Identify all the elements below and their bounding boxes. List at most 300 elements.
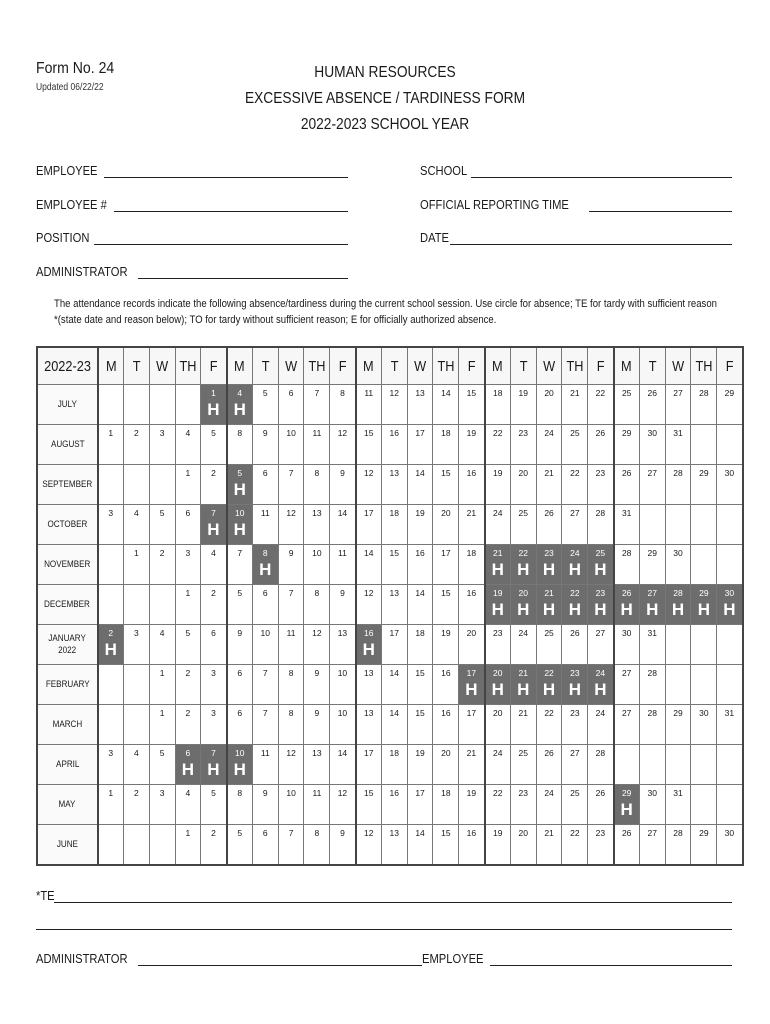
te-reason-field[interactable] [36,885,732,903]
empty-day-cell [98,385,124,425]
day-cell[interactable] [149,705,175,745]
month-label [37,785,98,825]
day-cell[interactable] [639,425,665,465]
day-cell[interactable] [510,425,536,465]
day-cell[interactable] [278,545,304,585]
day-cell[interactable] [510,705,536,745]
holiday-day-cell[interactable] [588,585,614,625]
day-cell[interactable] [278,665,304,705]
holiday-day-cell[interactable] [536,665,562,705]
holiday-day-cell[interactable] [201,505,227,545]
day-cell[interactable] [691,385,717,425]
day-number: 3 [185,548,191,558]
day-cell[interactable] [485,705,511,745]
day-cell[interactable] [536,625,562,665]
reporting-time-field[interactable] [420,194,732,212]
day-cell[interactable] [665,385,691,425]
day-cell[interactable] [562,705,588,745]
day-cell[interactable] [201,825,227,866]
weekday-header [639,347,665,385]
day-cell[interactable] [407,545,433,585]
day-cell[interactable] [459,385,485,425]
day-cell[interactable] [98,745,124,785]
day-cell[interactable] [227,545,253,585]
holiday-mark: H [671,600,685,619]
holiday-day-cell[interactable] [665,585,691,625]
day-cell[interactable] [510,505,536,545]
employee-field[interactable] [36,160,348,178]
day-cell[interactable] [201,425,227,465]
day-cell[interactable] [252,425,278,465]
day-number: 27 [621,668,632,678]
day-cell[interactable] [252,625,278,665]
day-cell[interactable] [304,465,330,505]
day-cell[interactable] [252,705,278,745]
holiday-day-cell[interactable] [562,665,588,705]
date-line[interactable] [450,230,732,245]
day-cell[interactable] [588,785,614,825]
day-cell[interactable] [278,585,304,625]
day-cell[interactable] [356,545,382,585]
day-cell[interactable] [639,705,665,745]
day-cell[interactable] [562,625,588,665]
day-cell[interactable] [123,545,149,585]
day-cell[interactable] [562,385,588,425]
day-cell[interactable] [510,625,536,665]
day-cell[interactable] [356,745,382,785]
day-cell[interactable] [304,745,330,785]
day-cell[interactable] [278,385,304,425]
day-cell[interactable] [639,665,665,705]
day-cell[interactable] [98,425,124,465]
day-cell[interactable] [201,705,227,745]
day-cell[interactable] [227,825,253,866]
day-cell[interactable] [201,665,227,705]
day-cell[interactable] [459,465,485,505]
holiday-day-cell[interactable] [201,385,227,425]
holiday-day-cell[interactable] [227,385,253,425]
holiday-day-cell[interactable] [614,585,640,625]
day-cell[interactable] [252,665,278,705]
day-cell[interactable] [304,545,330,585]
day-cell[interactable] [536,465,562,505]
employee-number-label: EMPLOYEE # [36,197,107,212]
holiday-day-cell[interactable] [227,465,253,505]
school-line[interactable] [471,163,732,178]
day-number: 14 [389,668,399,678]
day-cell[interactable] [304,625,330,665]
day-cell[interactable] [510,825,536,866]
employee-number-field[interactable] [36,194,348,212]
day-cell[interactable] [278,825,304,866]
day-cell[interactable] [510,385,536,425]
day-cell[interactable] [304,665,330,705]
day-cell[interactable] [304,425,330,465]
day-cell[interactable] [639,825,665,866]
day-cell[interactable] [614,625,640,665]
day-cell[interactable] [459,585,485,625]
te-continuation-line[interactable] [36,929,732,930]
day-cell[interactable] [459,625,485,665]
day-cell[interactable] [614,505,640,545]
day-cell[interactable] [381,625,407,665]
administrator-line[interactable] [138,264,348,279]
day-cell[interactable] [278,705,304,745]
day-cell[interactable] [639,785,665,825]
day-cell[interactable] [536,785,562,825]
day-cell[interactable] [330,665,356,705]
day-cell[interactable] [149,745,175,785]
day-cell[interactable] [381,585,407,625]
day-cell[interactable] [407,625,433,665]
day-cell[interactable] [433,625,459,665]
day-cell[interactable] [407,825,433,866]
day-cell[interactable] [485,785,511,825]
day-cell[interactable] [175,425,201,465]
day-cell[interactable] [407,385,433,425]
day-cell[interactable] [356,585,382,625]
day-cell[interactable] [356,505,382,545]
day-cell[interactable] [433,505,459,545]
day-cell[interactable] [614,665,640,705]
day-cell[interactable] [459,785,485,825]
empty-day-cell [123,465,149,505]
day-cell[interactable] [536,385,562,425]
day-cell[interactable] [201,785,227,825]
day-cell[interactable] [510,745,536,785]
position-field[interactable] [36,227,348,245]
day-cell[interactable] [227,705,253,745]
holiday-day-cell[interactable] [510,545,536,585]
day-cell[interactable] [562,825,588,866]
day-cell[interactable] [149,545,175,585]
day-cell[interactable] [149,785,175,825]
day-number: 21 [544,468,554,478]
day-cell[interactable] [330,545,356,585]
day-cell[interactable] [304,785,330,825]
day-cell[interactable] [407,585,433,625]
day-cell[interactable] [201,585,227,625]
day-cell[interactable] [252,385,278,425]
day-cell[interactable] [562,505,588,545]
holiday-day-cell[interactable] [201,745,227,785]
day-cell[interactable] [252,825,278,866]
day-cell[interactable] [536,705,562,745]
day-cell[interactable] [123,425,149,465]
day-cell[interactable] [330,585,356,625]
weekday-label: T [132,357,141,375]
day-cell[interactable] [304,585,330,625]
day-cell[interactable] [175,825,201,866]
day-cell[interactable] [536,825,562,866]
day-cell[interactable] [459,705,485,745]
day-cell[interactable] [356,425,382,465]
day-cell[interactable] [665,825,691,866]
day-cell[interactable] [330,425,356,465]
day-cell[interactable] [536,425,562,465]
day-cell[interactable] [330,625,356,665]
day-cell[interactable] [459,425,485,465]
day-number: 1 [133,548,139,558]
day-cell[interactable] [175,665,201,705]
employee-number-line[interactable] [114,197,348,212]
reporting-time-line[interactable] [589,197,732,212]
day-cell[interactable] [227,785,253,825]
day-cell[interactable] [639,385,665,425]
day-cell[interactable] [175,465,201,505]
employee-signature-field[interactable] [422,948,732,966]
holiday-day-cell[interactable] [717,585,743,625]
day-cell[interactable] [356,785,382,825]
day-cell[interactable] [588,745,614,785]
day-number: 27 [570,508,580,518]
day-cell[interactable] [330,505,356,545]
day-cell[interactable] [175,505,201,545]
day-cell[interactable] [614,825,640,866]
holiday-day-cell[interactable] [562,545,588,585]
day-cell[interactable] [201,465,227,505]
day-cell[interactable] [691,705,717,745]
holiday-day-cell[interactable] [588,665,614,705]
day-cell[interactable] [485,505,511,545]
day-cell[interactable] [407,505,433,545]
day-cell[interactable] [252,465,278,505]
day-cell[interactable] [123,745,149,785]
day-cell[interactable] [330,385,356,425]
day-cell[interactable] [98,505,124,545]
day-cell[interactable] [381,545,407,585]
holiday-day-cell[interactable] [562,585,588,625]
day-cell[interactable] [227,585,253,625]
day-number: 19 [492,588,503,598]
administrator-signature-line[interactable] [138,951,422,966]
holiday-day-cell[interactable] [459,665,485,705]
day-cell[interactable] [665,545,691,585]
day-cell[interactable] [536,505,562,545]
day-cell[interactable] [381,785,407,825]
day-cell[interactable] [356,665,382,705]
day-cell[interactable] [381,665,407,705]
day-cell[interactable] [278,625,304,665]
day-cell[interactable] [278,425,304,465]
day-cell[interactable] [381,425,407,465]
day-cell[interactable] [485,385,511,425]
day-cell[interactable] [614,545,640,585]
day-cell[interactable] [485,625,511,665]
day-cell[interactable] [588,705,614,745]
day-cell[interactable] [433,425,459,465]
day-cell[interactable] [485,825,511,866]
day-cell[interactable] [381,705,407,745]
holiday-day-cell[interactable] [639,585,665,625]
day-cell[interactable] [381,825,407,866]
day-cell[interactable] [381,385,407,425]
day-cell[interactable] [227,425,253,465]
holiday-day-cell[interactable] [536,545,562,585]
day-cell[interactable] [252,505,278,545]
day-cell[interactable] [614,425,640,465]
day-cell[interactable] [459,545,485,585]
day-cell[interactable] [201,625,227,665]
holiday-day-cell[interactable] [252,545,278,585]
day-cell[interactable] [717,705,743,745]
administrator-signature-field[interactable] [36,948,422,966]
day-cell[interactable] [278,465,304,505]
day-cell[interactable] [123,505,149,545]
day-cell[interactable] [562,465,588,505]
administrator-field[interactable] [36,261,348,279]
day-cell[interactable] [252,585,278,625]
day-cell[interactable] [665,465,691,505]
day-number: 22 [518,548,528,558]
day-cell[interactable] [433,665,459,705]
day-cell[interactable] [459,825,485,866]
day-cell[interactable] [252,785,278,825]
position-line[interactable] [94,230,348,245]
day-cell[interactable] [717,385,743,425]
day-cell[interactable] [149,425,175,465]
day-cell[interactable] [433,465,459,505]
day-cell[interactable] [588,425,614,465]
holiday-day-cell[interactable] [485,545,511,585]
holiday-day-cell[interactable] [356,625,382,665]
date-field[interactable] [420,227,732,245]
school-field[interactable] [420,160,732,178]
day-cell[interactable] [433,545,459,585]
day-cell[interactable] [330,745,356,785]
day-cell[interactable] [639,465,665,505]
day-cell[interactable] [665,425,691,465]
day-cell[interactable] [381,745,407,785]
weekday-header [123,347,149,385]
day-cell[interactable] [407,665,433,705]
day-cell[interactable] [123,785,149,825]
day-cell[interactable] [614,465,640,505]
day-cell[interactable] [717,825,743,866]
day-cell[interactable] [485,465,511,505]
day-cell[interactable] [614,385,640,425]
day-cell[interactable] [175,545,201,585]
day-cell[interactable] [459,745,485,785]
day-cell[interactable] [433,385,459,425]
day-cell[interactable] [485,745,511,785]
day-cell[interactable] [459,505,485,545]
day-cell[interactable] [278,745,304,785]
day-cell[interactable] [407,745,433,785]
holiday-day-cell[interactable] [691,585,717,625]
day-cell[interactable] [330,785,356,825]
day-cell[interactable] [588,825,614,866]
day-cell[interactable] [485,425,511,465]
day-cell[interactable] [510,785,536,825]
day-cell[interactable] [356,825,382,866]
day-cell[interactable] [304,705,330,745]
day-cell[interactable] [691,465,717,505]
day-cell[interactable] [330,825,356,866]
day-cell[interactable] [562,745,588,785]
day-number: 2 [211,828,216,838]
holiday-day-cell[interactable] [614,785,640,825]
day-cell[interactable] [407,425,433,465]
day-cell[interactable] [639,545,665,585]
day-cell[interactable] [381,505,407,545]
day-cell[interactable] [614,705,640,745]
day-cell[interactable] [433,705,459,745]
day-cell[interactable] [691,825,717,866]
day-cell[interactable] [175,585,201,625]
day-cell[interactable] [665,705,691,745]
day-cell[interactable] [639,625,665,665]
holiday-day-cell[interactable] [175,745,201,785]
day-cell[interactable] [433,825,459,866]
holiday-day-cell[interactable] [485,665,511,705]
day-cell[interactable] [149,505,175,545]
day-cell[interactable] [665,785,691,825]
day-cell[interactable] [407,465,433,505]
holiday-day-cell[interactable] [227,745,253,785]
holiday-day-cell[interactable] [227,505,253,545]
day-cell[interactable] [356,385,382,425]
day-cell[interactable] [175,705,201,745]
holiday-day-cell[interactable] [510,585,536,625]
day-cell[interactable] [252,745,278,785]
day-cell[interactable] [433,785,459,825]
day-cell[interactable] [588,505,614,545]
day-cell[interactable] [433,585,459,625]
employee-line[interactable] [104,163,348,178]
day-cell[interactable] [562,785,588,825]
day-cell[interactable] [330,705,356,745]
day-cell[interactable] [510,465,536,505]
day-cell[interactable] [330,465,356,505]
day-cell[interactable] [149,665,175,705]
day-cell[interactable] [588,625,614,665]
day-cell[interactable] [717,465,743,505]
day-cell[interactable] [175,785,201,825]
holiday-day-cell[interactable] [588,545,614,585]
day-cell[interactable] [407,785,433,825]
empty-day-cell [717,745,743,785]
holiday-day-cell[interactable] [485,585,511,625]
day-cell[interactable] [227,625,253,665]
day-cell[interactable] [356,465,382,505]
day-cell[interactable] [304,385,330,425]
day-cell[interactable] [588,465,614,505]
day-cell[interactable] [149,625,175,665]
day-cell[interactable] [278,785,304,825]
day-cell[interactable] [588,385,614,425]
day-cell[interactable] [536,745,562,785]
holiday-day-cell[interactable] [536,585,562,625]
day-cell[interactable] [175,625,201,665]
holiday-day-cell[interactable] [510,665,536,705]
day-cell[interactable] [227,665,253,705]
day-cell[interactable] [278,505,304,545]
day-cell[interactable] [433,745,459,785]
day-cell[interactable] [123,625,149,665]
holiday-day-cell[interactable] [98,625,124,665]
day-cell[interactable] [381,465,407,505]
day-cell[interactable] [304,505,330,545]
day-cell[interactable] [201,545,227,585]
employee-signature-line[interactable] [490,951,732,966]
day-cell[interactable] [407,705,433,745]
te-line[interactable] [54,888,732,903]
day-cell[interactable] [562,425,588,465]
day-cell[interactable] [356,705,382,745]
day-cell[interactable] [304,825,330,866]
day-cell[interactable] [98,785,124,825]
